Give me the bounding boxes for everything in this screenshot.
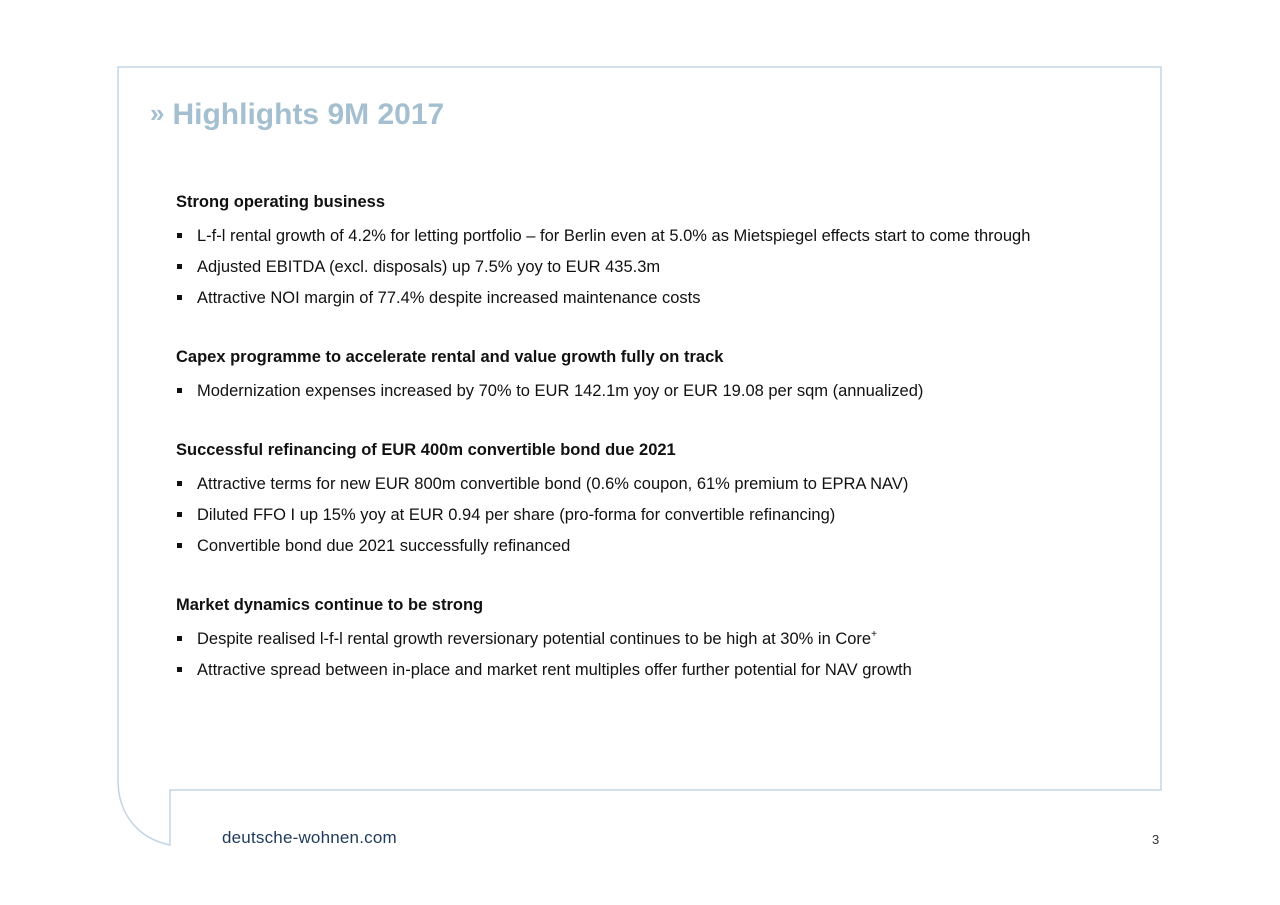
bullet-list: [176, 624, 1136, 686]
bullet-text: Attractive terms for new EUR 800m convertible bond (0.6% coupon, 61% premium to EPRA NAV): [197, 475, 909, 493]
bullet-text: Despite realised l-f-l rental growth reversionary potential continues to be high at 30% in Core: [197, 630, 872, 648]
section-capex-programme: [176, 345, 1136, 407]
bullet-text: L-f-l rental growth of 4.2% for letting portfolio – for Berlin even at 5.0% as Mietspiegel effects start to come through: [197, 227, 1031, 245]
bullet-item: [176, 376, 1136, 407]
bullet-item: [176, 655, 1136, 686]
bullet-square-icon: [177, 388, 182, 393]
bullet-item: [176, 469, 1136, 500]
section-refinancing: [176, 438, 1136, 562]
bullet-item: [176, 283, 1136, 314]
bullet-item: [176, 221, 1136, 252]
highlights-content: [176, 190, 1136, 717]
bullet-text: Diluted FFO I up 15% yoy at EUR 0.94 per share (pro-forma for convertible refinancing): [197, 506, 836, 524]
bullet-text: Convertible bond due 2021 successfully refinanced: [197, 537, 571, 555]
bullet-square-icon: [177, 233, 182, 238]
section-heading: Capex programme to accelerate rental and value growth fully on track: [176, 348, 724, 366]
section-heading: Market dynamics continue to be strong: [176, 596, 484, 614]
bullet-list: [176, 469, 1136, 562]
section-operating-business: [176, 190, 1136, 314]
bullet-list: [176, 376, 1136, 407]
footer-website: deutsche-wohnen.com: [222, 828, 397, 847]
bullet-square-icon: [177, 512, 182, 517]
bullet-text: Adjusted EBITDA (excl. disposals) up 7.5% yoy to EUR 435.3m: [197, 258, 661, 276]
section-heading: Strong operating business: [176, 193, 386, 211]
section-market-dynamics: [176, 593, 1136, 686]
title-text: Highlights 9M 2017: [172, 98, 445, 131]
bullet-item: [176, 500, 1136, 531]
bullet-list: [176, 221, 1136, 314]
superscript-plus: +: [871, 629, 877, 640]
bullet-text: Attractive spread between in-place and market rent multiples offer further potential for NAV growth: [197, 661, 912, 679]
bullet-text: Modernization expenses increased by 70% to EUR 142.1m yoy or EUR 19.08 per sqm (annualized): [197, 382, 924, 400]
bullet-square-icon: [177, 636, 182, 641]
bullet-text: Attractive NOI margin of 77.4% despite increased maintenance costs: [197, 289, 701, 307]
bullet-square-icon: [177, 543, 182, 548]
bullet-square-icon: [177, 481, 182, 486]
bullet-square-icon: [177, 667, 182, 672]
slide-title: [150, 98, 444, 132]
section-heading: Successful refinancing of EUR 400m convertible bond due 2021: [176, 441, 676, 459]
bullet-item: [176, 624, 1136, 655]
page-number: 3: [1152, 832, 1160, 847]
bullet-square-icon: [177, 264, 182, 269]
bullet-item: [176, 531, 1136, 562]
title-chevron-icon: »: [150, 98, 165, 128]
bullet-square-icon: [177, 295, 182, 300]
bullet-item: [176, 252, 1136, 283]
